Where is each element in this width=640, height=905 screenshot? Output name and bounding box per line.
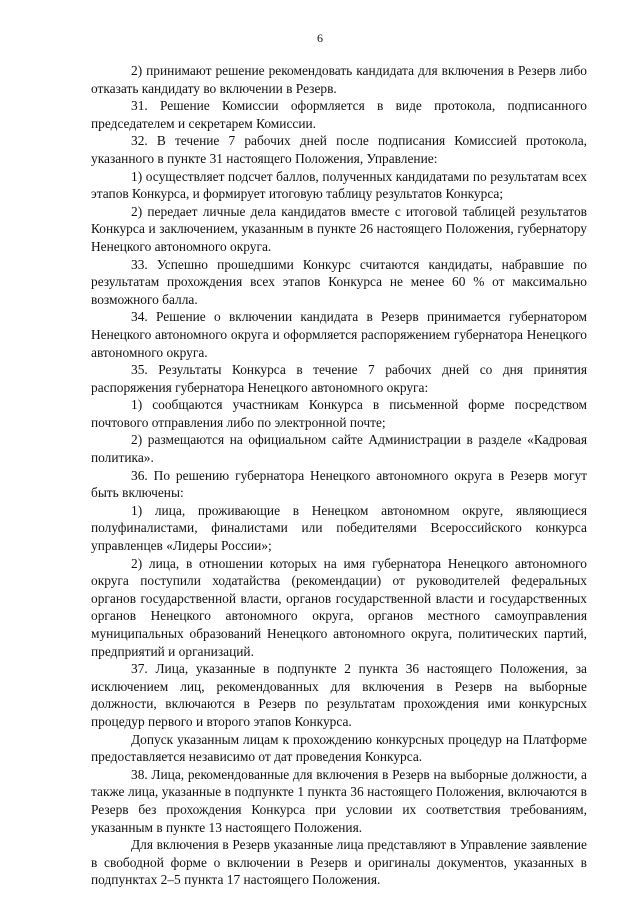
paragraph: Допуск указанным лицам к прохождению конкурсных процедур на Платформе предоставляется независимо от дат проведения Конкурса. [91, 731, 587, 765]
paragraph: 32. В течение 7 рабочих дней после подписания Комиссией протокола, указанного в пункте 31 настоящего Положения, Управление: [91, 133, 587, 166]
document-body [91, 62, 587, 889]
paragraph: 1) сообщаются участникам Конкурса в письменной форме посредством почтового отправления либо по электронной почте; [91, 397, 587, 430]
paragraph: 2) передает личные дела кандидатов вместе с итоговой таблицей результатов Конкурса и заключением, указанным в пункте 26 настоящего Положения, губернатору Ненецкого автономного округа. [91, 203, 587, 254]
paragraph: 36. По решению губернатора Ненецкого автономного округа в Резерв могут быть включены: [91, 467, 587, 501]
paragraph: 35. Результаты Конкурса в течение 7 рабочих дней со дня принятия распоряжения губернатора Ненецкого автономного округа: [91, 362, 587, 395]
paragraph: Для включения в Резерв указанные лица представляют в Управление заявление в свободной форме о включении в Резерв и оригиналы документов, указанных в подпунктах 2–5 пункта 17 настоящего Положения. [91, 837, 587, 888]
paragraph: 2) размещаются на официальном сайте Администрации в разделе «Кадровая политика». [91, 432, 587, 466]
paragraph: 1) осуществляет подсчет баллов, полученных кандидатами по результатам всех этапов Конкурса, и формирует итоговую таблицу результатов Конкурса; [91, 168, 587, 202]
paragraph: 31. Решение Комиссии оформляется в виде протокола, подписанного председателем и секретарем Комиссии. [91, 98, 587, 131]
paragraph: 2) лица, в отношении которых на имя губернатора Ненецкого автономного округа поступили ходатайства (рекомендации) от руководителей федеральных органов государственной власти, органов государственной власти и государственных органов Ненецкого автономного округа, органов местного самоуправления муниципальных образований Ненецкого автономного округа, политических партий, предприятий и организаций. [91, 555, 587, 659]
page-number: 6 [317, 31, 323, 45]
paragraph: 33. Успешно прошедшими Конкурс считаются кандидаты, набравшие по результатам прохождения всех этапов Конкурса не менее 60 % от максимально возможного балла. [91, 256, 587, 307]
paragraph: 37. Лица, указанные в подпункте 2 пункта 36 настоящего Положения, за исключением лиц, рекомендованных для включения в Резерв на выборные должности, включаются в Резерв по результатам прохождения ими конкурсных процедур первого и второго этапов Конкурса. [91, 661, 587, 729]
paragraph: 1) лица, проживающие в Ненецком автономном округе, являющиеся полуфиналистами, финалистами или победителями Всероссийского конкурса управленцев «Лидеры России»; [91, 502, 587, 554]
paragraph: 2) принимают решение рекомендовать кандидата для включения в Резерв либо отказать кандидату во включении в Резерв. [91, 63, 587, 96]
paragraph: 38. Лица, рекомендованные для включения в Резерв на выборные должности, а также лица, указанные в подпункте 1 пункта 36 настоящего Положения, включаются в Резерв без прохождения Конкурса при условии их соответствия требованиям, указанным в пункте 13 настоящего Положения. [91, 766, 587, 835]
paragraph: 34. Решение о включении кандидата в Резерв принимается губернатором Ненецкого автономного округа и оформляется распоряжением губернатора Ненецкого автономного округа. [91, 309, 587, 360]
